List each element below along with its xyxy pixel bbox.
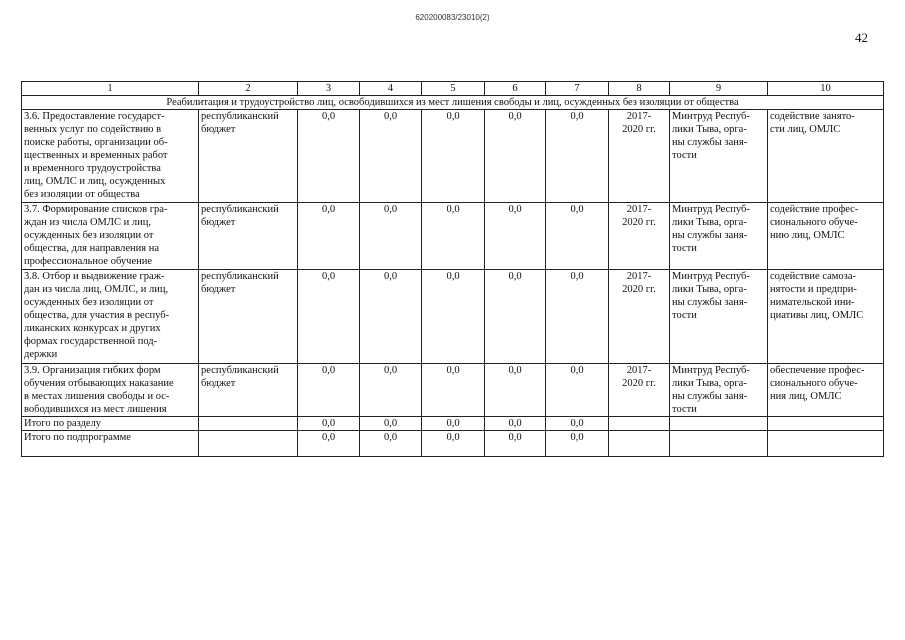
executor-cell: Минтруд Респуб- лики Тыва, орга- ны службы заня- тости xyxy=(670,110,768,203)
value-cell: 0,0 xyxy=(298,270,360,364)
value-cell: 0,0 xyxy=(360,203,422,270)
column-number-row xyxy=(22,82,884,96)
period-cell: 2017- 2020 гг. xyxy=(609,364,670,417)
value-cell: 0,0 xyxy=(485,270,546,364)
column-header: 9 xyxy=(670,82,768,96)
total-value: 0,0 xyxy=(422,417,485,431)
empty-cell xyxy=(670,417,768,431)
result-cell: содействие профес- сионального обуче- нию лиц, ОМЛС xyxy=(768,203,884,270)
value-cell: 0,0 xyxy=(422,270,485,364)
value-cell: 0,0 xyxy=(360,364,422,417)
total-value: 0,0 xyxy=(546,417,609,431)
value-cell: 0,0 xyxy=(546,270,609,364)
total-value: 0,0 xyxy=(485,431,546,457)
total-label: Итого по разделу xyxy=(22,417,199,431)
column-header: 8 xyxy=(609,82,670,96)
total-label: Итого по подпрограмме xyxy=(22,431,199,457)
value-cell: 0,0 xyxy=(360,270,422,364)
page-number: 42 xyxy=(855,30,868,45)
value-cell: 0,0 xyxy=(360,110,422,203)
value-cell: 0,0 xyxy=(422,110,485,203)
period-cell: 2017- 2020 гг. xyxy=(609,270,670,364)
empty-cell xyxy=(768,431,884,457)
column-header: 6 xyxy=(485,82,546,96)
period-cell: 2017- 2020 гг. xyxy=(609,110,670,203)
subprogram-total-row xyxy=(22,431,884,457)
measure-name-cell: 3.8. Отбор и выдвижение граж- дан из числа лиц, ОМЛС, и лиц, осужденных без изоляции от общества, для участия в респуб- ликанских конкурсах и других формах государственной под- держки xyxy=(22,270,199,364)
value-cell: 0,0 xyxy=(485,364,546,417)
value-cell: 0,0 xyxy=(422,203,485,270)
funding-source-cell: республиканский бюджет xyxy=(199,203,298,270)
value-cell: 0,0 xyxy=(546,110,609,203)
total-value: 0,0 xyxy=(546,431,609,457)
table-row xyxy=(22,203,884,270)
period-cell: 2017- 2020 гг. xyxy=(609,203,670,270)
section-title-row xyxy=(22,96,884,110)
measure-name-cell: 3.7. Формирование списков гра- ждан из числа ОМЛС и лиц, осужденных без изоляции от общества, для направления на профессиональное обучение xyxy=(22,203,199,270)
measure-name-cell: 3.9. Организация гибких форм обучения отбывающих наказание в местах лишения свободы и ос- вободившихся из мест лишения xyxy=(22,364,199,417)
section-total-row xyxy=(22,417,884,431)
empty-cell xyxy=(670,431,768,457)
measure-name-cell: 3.6. Предоставление государст- венных услуг по содействию в поиске работы, организации об- щественных и временных работ и временного трудоустройства лиц, ОМЛС и лиц, осужденных без изоляции от общества xyxy=(22,110,199,203)
executor-cell: Минтруд Респуб- лики Тыва, орга- ны службы заня- тости xyxy=(670,203,768,270)
result-cell: содействие занято- сти лиц, ОМЛС xyxy=(768,110,884,203)
funding-source-cell: республиканский бюджет xyxy=(199,270,298,364)
column-header: 3 xyxy=(298,82,360,96)
funding-source-cell: республиканский бюджет xyxy=(199,110,298,203)
executor-cell: Минтруд Респуб- лики Тыва, орга- ны службы заня- тости xyxy=(670,364,768,417)
column-header: 2 xyxy=(199,82,298,96)
total-value: 0,0 xyxy=(298,417,360,431)
program-measures-table xyxy=(21,81,884,457)
value-cell: 0,0 xyxy=(546,364,609,417)
column-header: 1 xyxy=(22,82,199,96)
empty-cell xyxy=(609,417,670,431)
empty-cell xyxy=(609,431,670,457)
value-cell: 0,0 xyxy=(546,203,609,270)
table-row xyxy=(22,110,884,203)
value-cell: 0,0 xyxy=(422,364,485,417)
empty-cell xyxy=(199,431,298,457)
column-header: 4 xyxy=(360,82,422,96)
value-cell: 0,0 xyxy=(485,203,546,270)
value-cell: 0,0 xyxy=(485,110,546,203)
table-row xyxy=(22,364,884,417)
total-value: 0,0 xyxy=(422,431,485,457)
section-title: Реабилитация и трудоустройство лиц, освободившихся из мест лишения свободы и лиц, осужденных без изоляции от общества xyxy=(22,96,884,110)
total-value: 0,0 xyxy=(485,417,546,431)
table-row xyxy=(22,270,884,364)
document-code: 620200083/23010(2) xyxy=(415,13,490,22)
column-header: 5 xyxy=(422,82,485,96)
result-cell: обеспечение профес- сионального обуче- ния лиц, ОМЛС xyxy=(768,364,884,417)
total-value: 0,0 xyxy=(360,431,422,457)
column-header: 10 xyxy=(768,82,884,96)
column-header: 7 xyxy=(546,82,609,96)
value-cell: 0,0 xyxy=(298,203,360,270)
funding-source-cell: республиканский бюджет xyxy=(199,364,298,417)
total-value: 0,0 xyxy=(360,417,422,431)
executor-cell: Минтруд Респуб- лики Тыва, орга- ны службы заня- тости xyxy=(670,270,768,364)
value-cell: 0,0 xyxy=(298,364,360,417)
empty-cell xyxy=(199,417,298,431)
result-cell: содействие самоза- нятости и предпри- нимательской ини- циативы лиц, ОМЛС xyxy=(768,270,884,364)
total-value: 0,0 xyxy=(298,431,360,457)
value-cell: 0,0 xyxy=(298,110,360,203)
empty-cell xyxy=(768,417,884,431)
